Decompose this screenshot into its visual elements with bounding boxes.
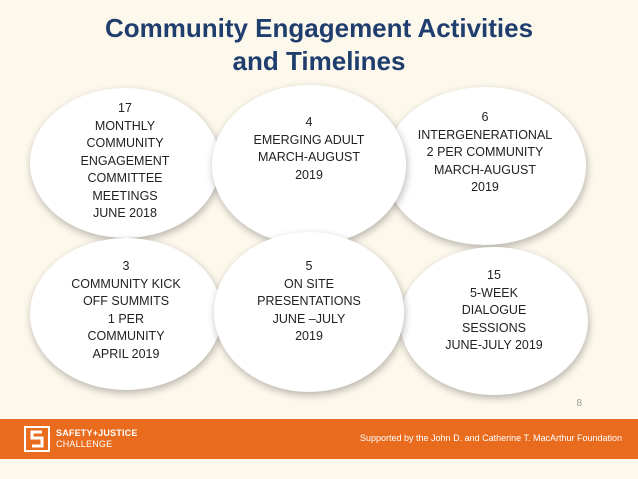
circle-line: SESSIONS — [462, 320, 526, 335]
circle-line: MARCH-AUGUST — [433, 162, 537, 177]
circle-line: JUNE-JULY 2019 — [445, 338, 543, 352]
circle-line: MEETINGS — [92, 188, 158, 203]
slide-title — [0, 12, 638, 78]
circle-line: MARCH-AUGUST — [257, 150, 361, 164]
circle-line: COMMUNITY KICK — [71, 276, 181, 291]
activity-circle-on-site-presentations — [214, 232, 404, 392]
circle-count: 5 — [305, 259, 313, 273]
circle-line: COMMUNITY — [86, 136, 164, 150]
footer-bar — [0, 419, 638, 459]
circle-line: EMERGING ADULT — [253, 132, 365, 147]
circle-line: JUNE 2018 — [93, 206, 157, 220]
brand-line-2: CHALLENGE — [56, 439, 113, 449]
brand-wordmark — [56, 428, 138, 450]
circle-line: OFF SUMMITS — [82, 294, 170, 308]
circle-line: ON SITE — [283, 276, 334, 291]
circle-count: 6 — [481, 110, 489, 124]
circle-line: COMMITTEE — [87, 171, 163, 185]
circle-line: 2019 — [471, 180, 499, 194]
circle-line: APRIL 2019 — [92, 346, 160, 361]
circle-line: 2019 — [295, 167, 323, 182]
activity-circle-emerging-adult — [212, 85, 406, 245]
title-line-2: and Timelines — [232, 46, 406, 76]
circle-count: 15 — [487, 268, 501, 282]
activity-circle-kick-off-summits — [30, 238, 222, 390]
title-line-1: Community Engagement Activities — [104, 13, 534, 43]
activity-circle-committee-meetings — [30, 88, 220, 238]
circle-line: ENGAGEMENT — [80, 153, 170, 168]
supported-by-text: Supported by the John D. and Catherine T. MacArthur Foundation — [360, 433, 622, 443]
circle-line: DIALOGUE — [461, 303, 527, 317]
circle-line: COMMUNITY — [87, 329, 165, 343]
safety-justice-logo-icon — [24, 426, 50, 452]
circle-line: MONTHLY — [94, 118, 156, 133]
circle-line: 1 PER — [107, 311, 145, 326]
circle-line: PRESENTATIONS — [257, 294, 361, 308]
activity-circle-dialogue-sessions — [400, 247, 588, 395]
circle-count: 17 — [118, 101, 132, 115]
circle-line: 2 PER COMMUNITY — [426, 145, 544, 159]
circle-line: INTERGENERATIONAL — [417, 127, 553, 142]
circle-line: 2019 — [295, 329, 323, 343]
page-number: 8 — [576, 398, 582, 409]
circle-count: 4 — [305, 115, 313, 129]
activity-circle-intergenerational — [384, 87, 586, 245]
brand-line-1: SAFETY+JUSTICE — [56, 428, 138, 438]
circle-count: 3 — [122, 259, 130, 273]
circle-line: 5-WEEK — [470, 285, 518, 300]
circle-line: JUNE –JULY — [272, 311, 346, 326]
